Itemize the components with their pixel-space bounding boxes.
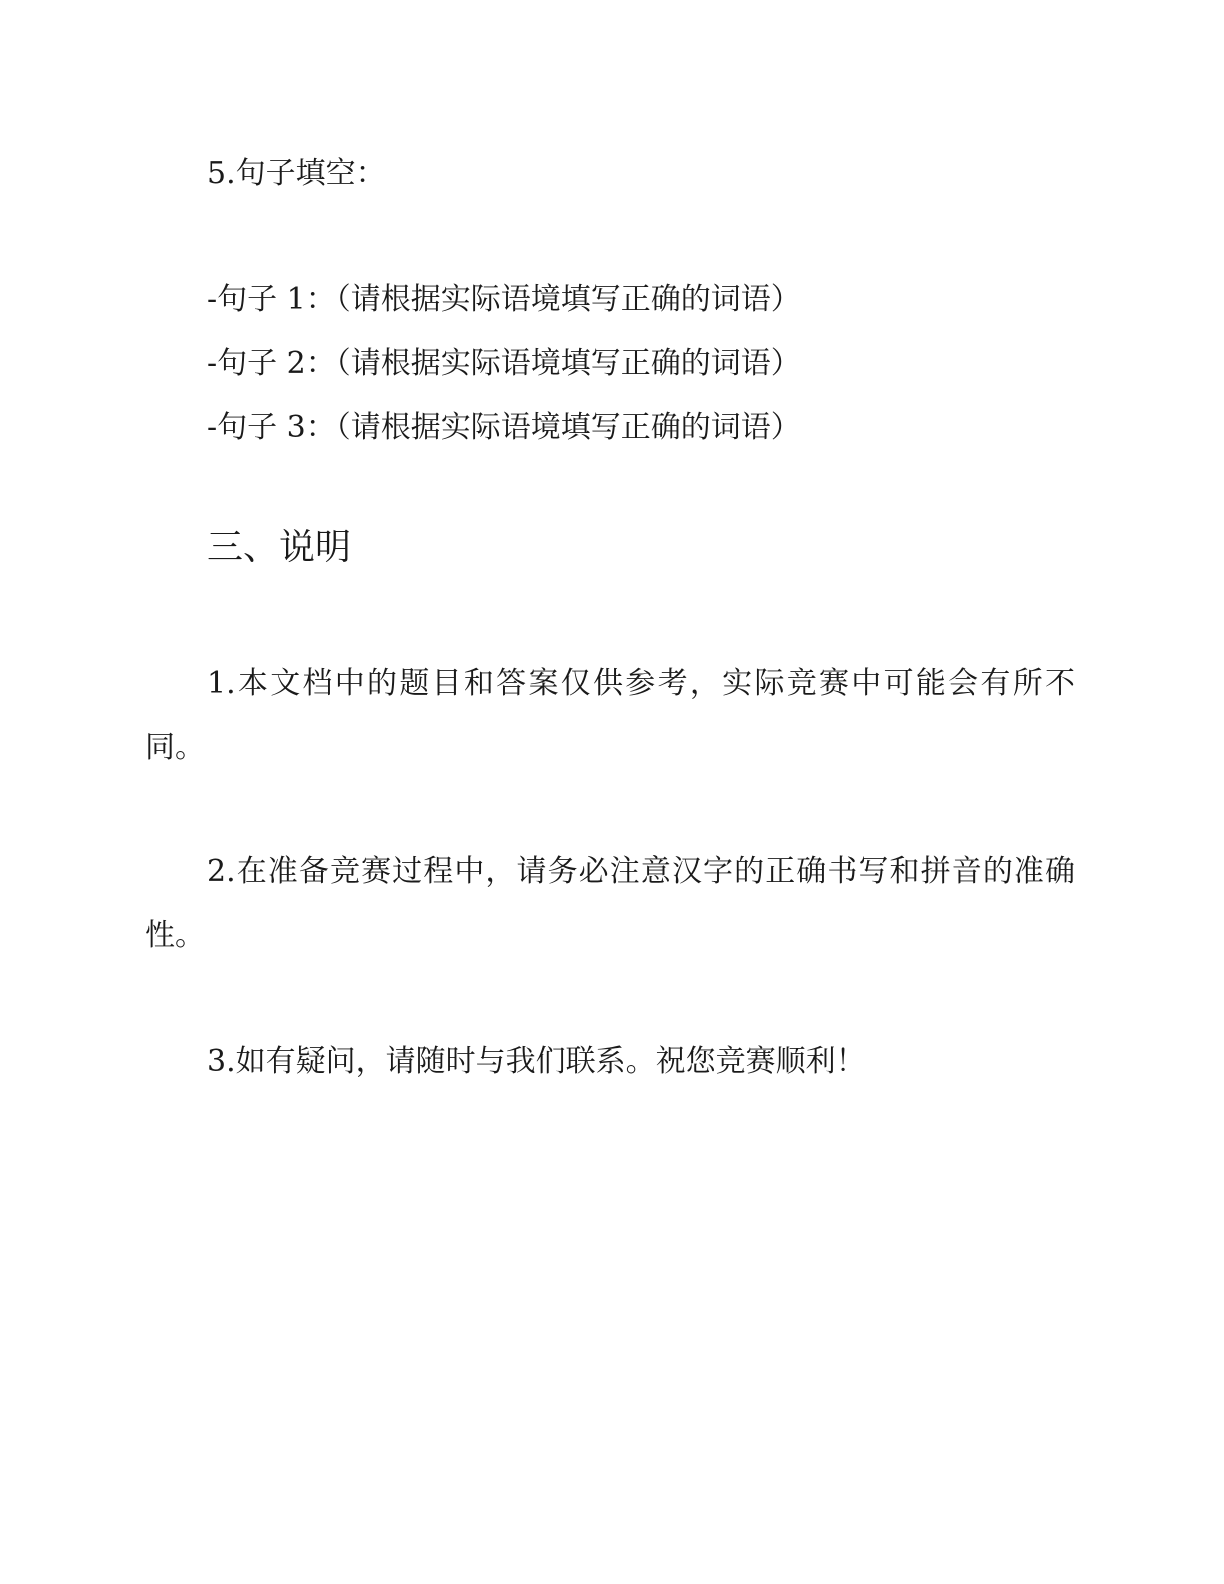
question-title: 5.句子填空： <box>207 156 386 191</box>
note-paragraph: 2.在准备竞赛过程中，请务必注意汉字的正确书写和拼音的准确性。 <box>145 854 1075 953</box>
sentence-item: -句子 2：（请根据实际语境填写正确的词语） <box>207 346 801 381</box>
note-paragraph: 3.如有疑问，请随时与我们联系。祝您竞赛顺利！ <box>207 1044 866 1079</box>
section-heading: 三、说明 <box>207 527 352 568</box>
sentence-item: -句子 1：（请根据实际语境填写正确的词语） <box>207 282 801 317</box>
sentence-item: -句子 3：（请根据实际语境填写正确的词语） <box>207 410 801 445</box>
note-paragraph: 1.本文档中的题目和答案仅供参考，实际竞赛中可能会有所不同。 <box>145 666 1075 765</box>
